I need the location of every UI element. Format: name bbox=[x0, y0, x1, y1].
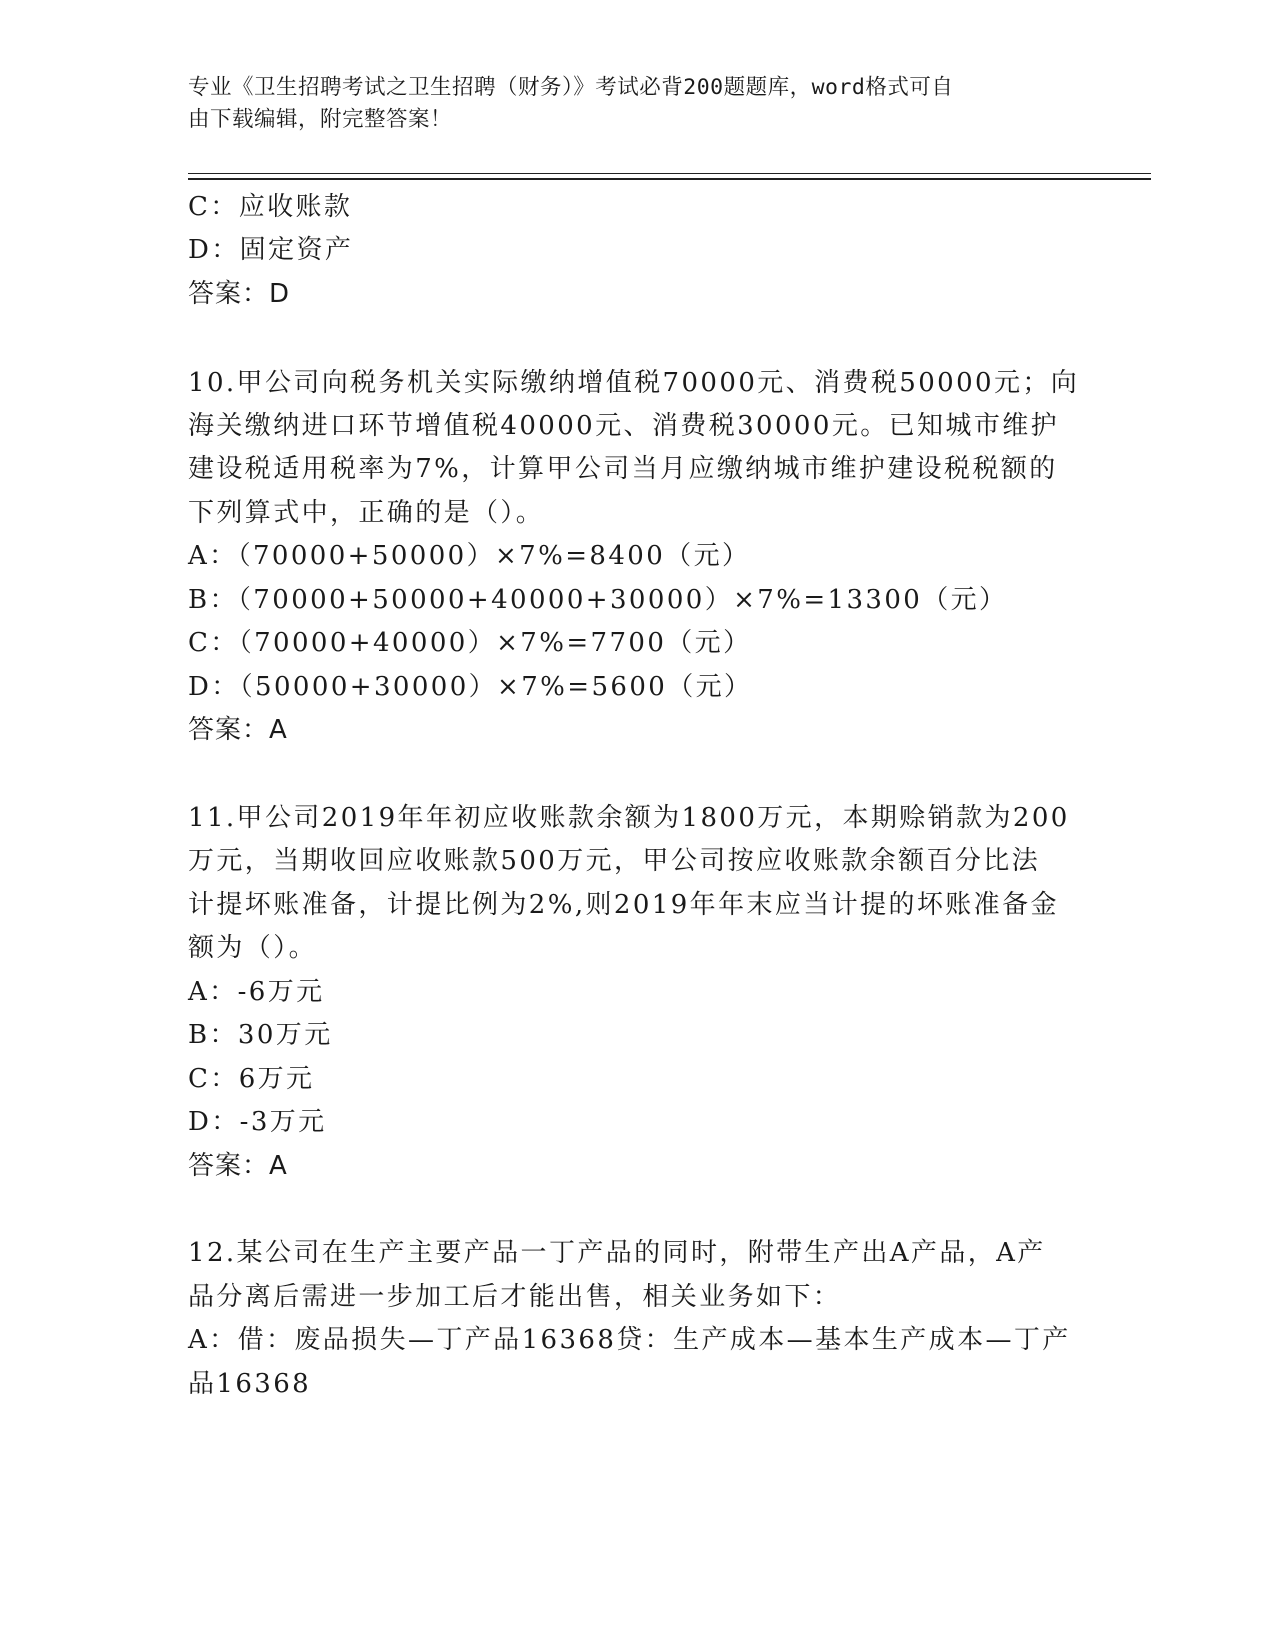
q11-option-a: A：-6万元 bbox=[188, 977, 325, 1007]
q10-stem-line-2: 海关缴纳进口环节增值税40000元、消费税30000元。已知城市维护 bbox=[188, 411, 1060, 441]
q11-option-c: C：6万元 bbox=[188, 1064, 315, 1094]
q10-answer: 答案：A bbox=[188, 715, 288, 745]
q10-option-a: A：（70000+50000）×7%=8400（元） bbox=[188, 541, 751, 571]
header-divider-thin bbox=[188, 173, 1151, 174]
header-divider-thick bbox=[188, 178, 1151, 180]
q11-stem-line-2: 万元，当期收回应收账款500万元，甲公司按应收账款余额百分比法 bbox=[188, 846, 1041, 876]
q9-answer: 答案：D bbox=[188, 279, 291, 309]
q9-option-c: C：应收账款 bbox=[188, 192, 353, 222]
q11-answer: 答案：A bbox=[188, 1151, 288, 1181]
q11-stem-line-4: 额为（）。 bbox=[188, 933, 318, 963]
q12-option-a-line-1: A：借：废品损失—丁产品16368贷：生产成本—基本生产成本—丁产 bbox=[188, 1325, 1071, 1355]
document-header bbox=[188, 72, 1068, 136]
header-title-line-1: 专业《卫生招聘考试之卫生招聘（财务）》考试必背200题题库，word格式可自 bbox=[188, 75, 954, 100]
q11-option-b: B：30万元 bbox=[188, 1020, 333, 1050]
q10-stem-line-4: 下列算式中，正确的是（）。 bbox=[188, 498, 545, 528]
q10-stem-line-1: 10.甲公司向税务机关实际缴纳增值税70000元、消费税50000元；向 bbox=[188, 368, 1080, 398]
q9-option-d: D：固定资产 bbox=[188, 235, 354, 265]
q10-option-b: B：（70000+50000+40000+30000）×7%=13300（元） bbox=[188, 585, 1008, 615]
q12-stem-line-1: 12.某公司在生产主要产品一丁产品的同时，附带生产出A产品，A产 bbox=[188, 1238, 1046, 1268]
q12-stem-line-2: 品分离后需进一步加工后才能出售，相关业务如下： bbox=[188, 1282, 842, 1312]
header-title-line-2: 由下载编辑，附完整答案！ bbox=[188, 107, 453, 132]
q11-option-d: D：-3万元 bbox=[188, 1107, 327, 1137]
q10-option-d: D：（50000+30000）×7%=5600（元） bbox=[188, 672, 753, 702]
q10-stem-line-3: 建设税适用税率为7%，计算甲公司当月应缴纳城市维护建设税税额的 bbox=[188, 454, 1058, 484]
q12-option-a-line-2: 品16368 bbox=[188, 1369, 312, 1399]
q11-stem-line-3: 计提坏账准备，计提比例为2%,则2019年年末应当计提的坏账准备金 bbox=[188, 890, 1059, 920]
q11-stem-line-1: 11.甲公司2019年年初应收账款余额为1800万元，本期赊销款为200 bbox=[188, 803, 1070, 833]
q10-option-c: C：（70000+40000）×7%=7700（元） bbox=[188, 628, 752, 658]
